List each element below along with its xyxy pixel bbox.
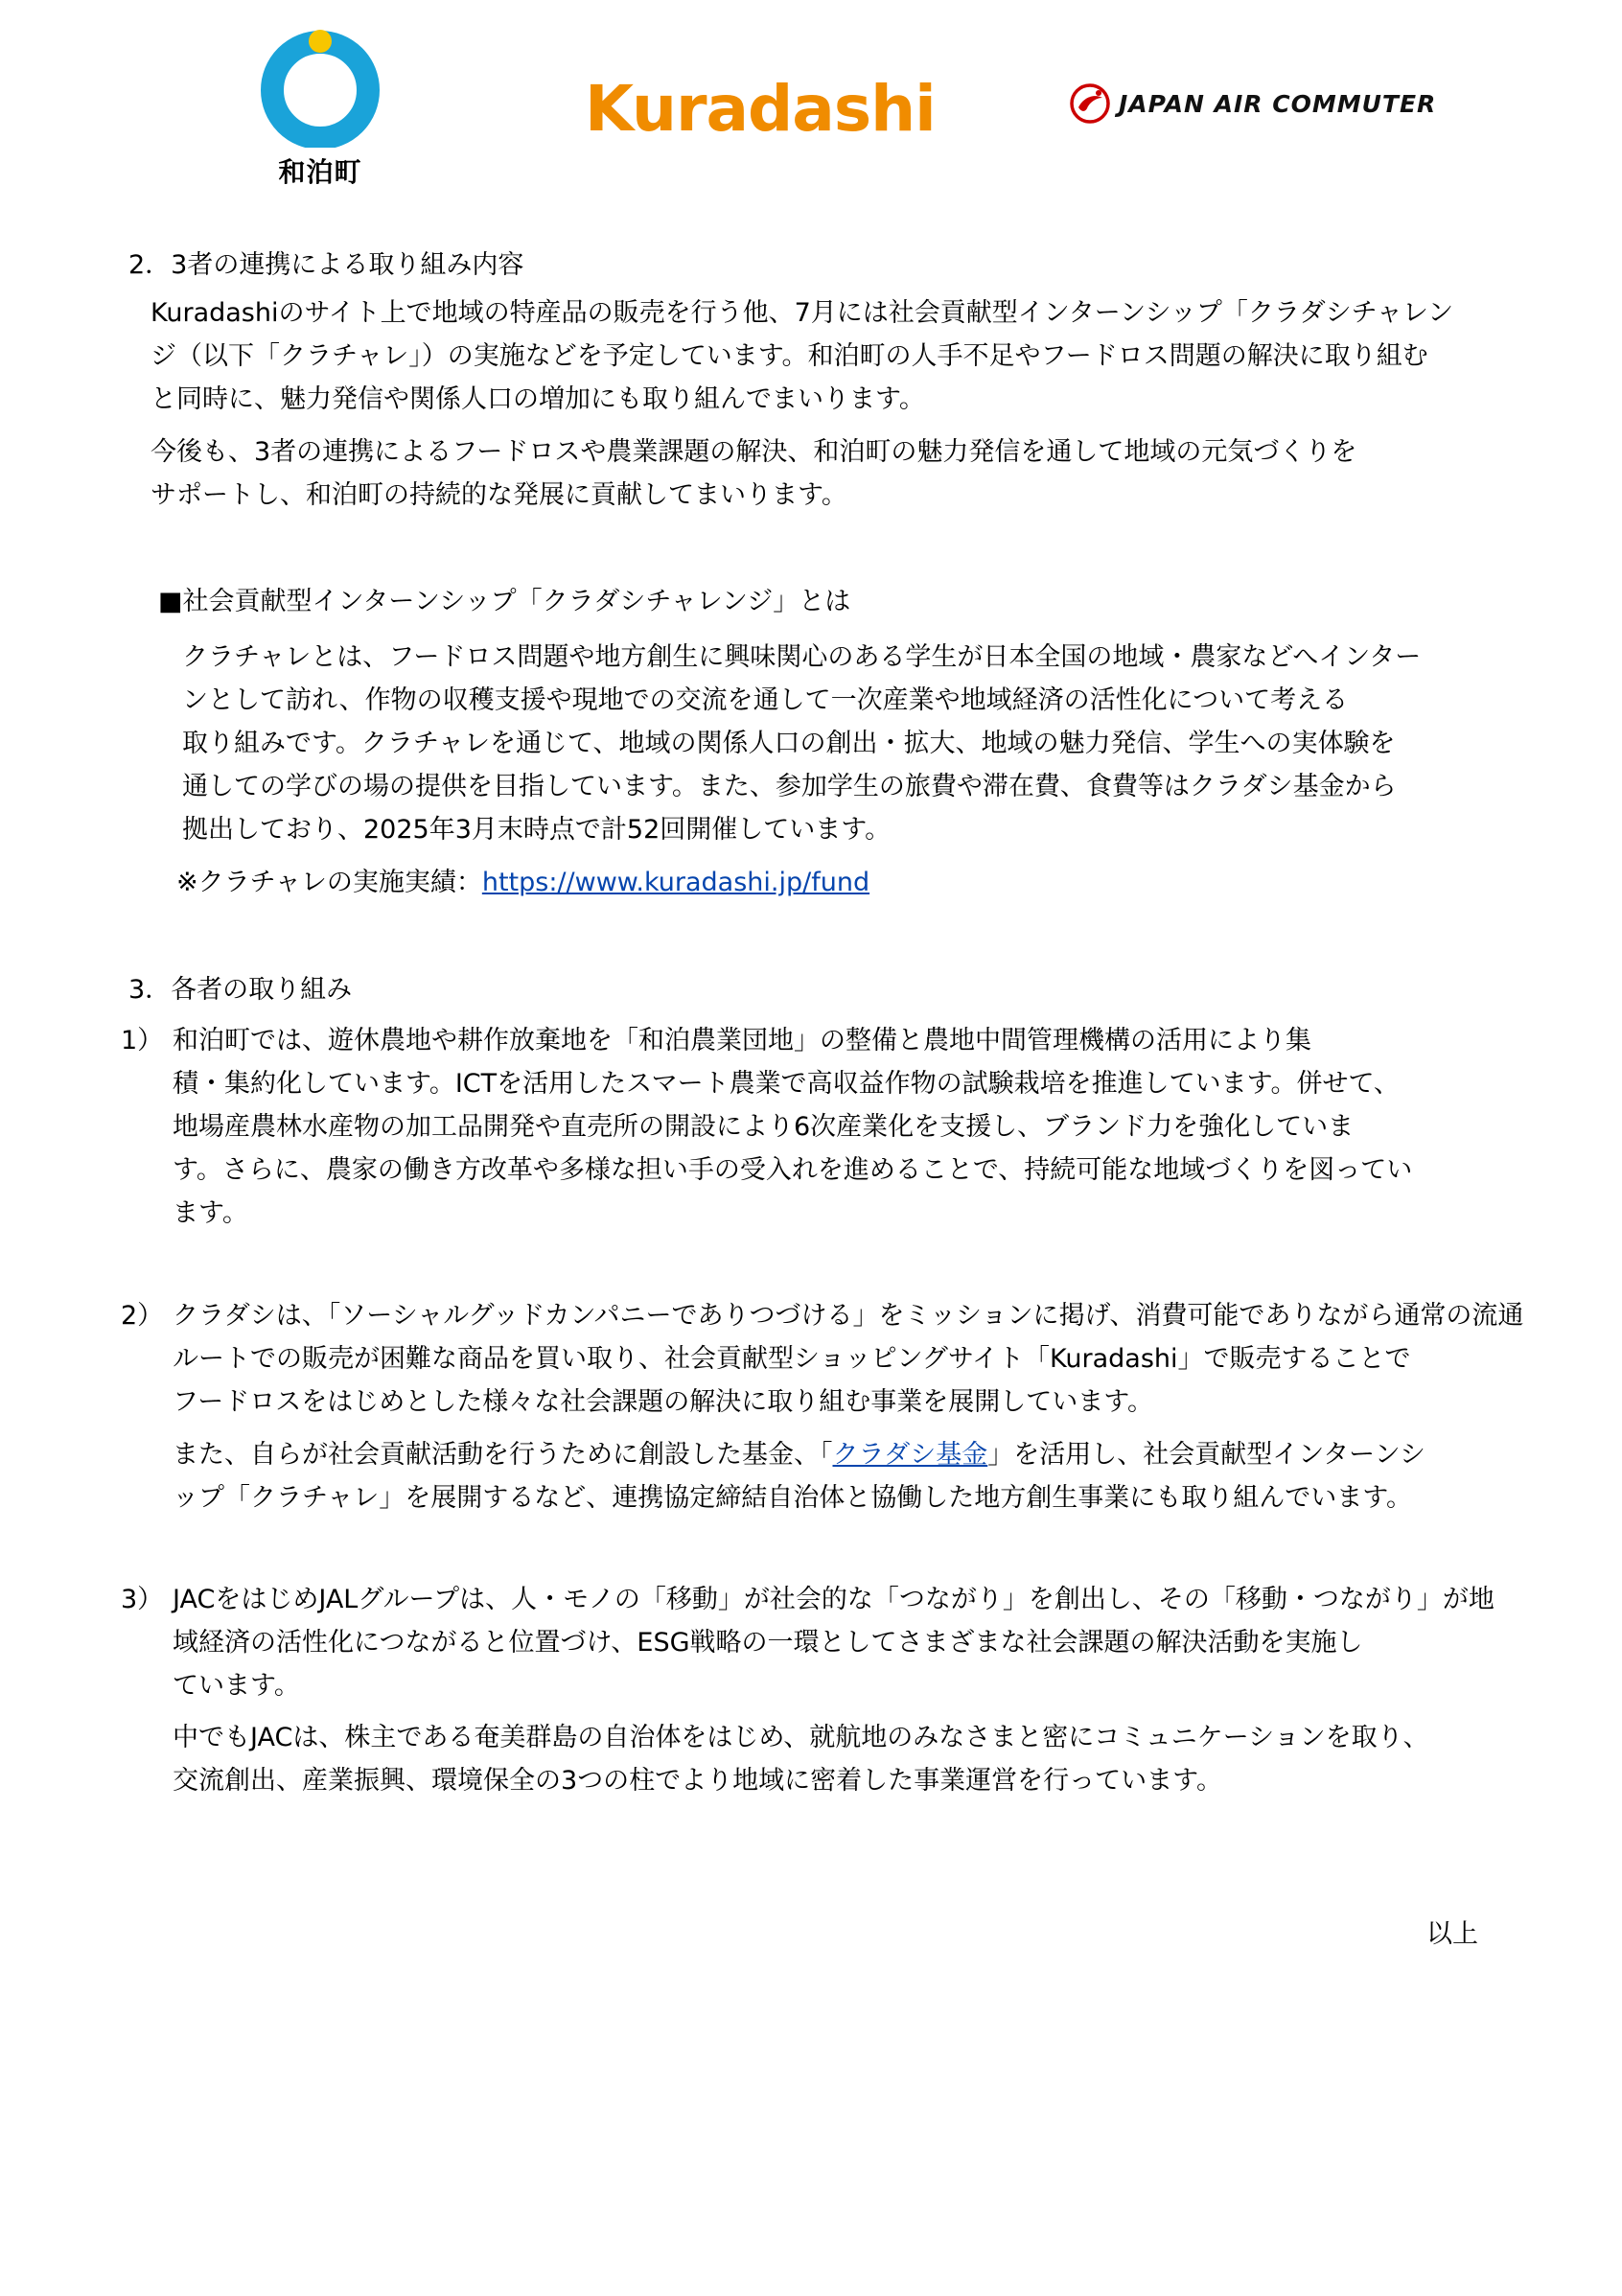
text-segment: また、自らが社会貢献活動を行うために創設した基金、「 [173, 1440, 833, 1470]
wadomari-town-name: 和泊町 [278, 156, 362, 188]
paragraph-line: 拠出しており、2025年3月末時点で計52回開催しています。 [182, 815, 892, 845]
wadomari-emblem-icon [257, 29, 383, 148]
text-segment: 」を活用し、社会貢献型インターンシ [987, 1440, 1425, 1470]
paragraph-line: ジ（以下「クラチャレ」）の実施などを予定しています。和泊町の人手不足やフードロス問題の解決に取り組む [151, 341, 1428, 371]
kuradashi-fund-link[interactable]: クラダシ基金 [832, 1440, 988, 1470]
paragraph-line: 中でもJACは、株主である奄美群島の自治体をはじめ、就航地のみなさまと密にコミュニケーションを取り、 [173, 1723, 1429, 1752]
paragraph-line: Kuradashiのサイト上で地域の特産品の販売を行う他、7月には社会貢献型インターンシップ「クラダシチャレン [151, 298, 1454, 328]
kuradashi-logo: Kuradashi [585, 72, 936, 146]
japan-air-commuter-logo [1069, 82, 1510, 130]
challenge-heading: ■社会貢献型インターンシップ「クラダシチャレンジ」とは [158, 587, 851, 616]
item-number: 1） [121, 1026, 164, 1055]
paragraph-line: ます。 [173, 1198, 248, 1228]
kuradashi-initiatives [173, 1294, 1523, 1424]
paragraph-line: 積・集約化しています。ICTを活用したスマート農業で高収益作物の試験栽培を推進しています。併せて、 [173, 1069, 1400, 1099]
challenge-note-label: ※クラチャレの実施実績： [176, 868, 482, 897]
paragraph-line: サポートし、和泊町の持続的な発展に貢献してまいります。 [151, 480, 847, 510]
paragraph-line: 地場産農林水産物の加工品開発や直売所の開設により6次産業化を支援し、ブランド力を強化していま [173, 1112, 1355, 1142]
section3-heading: 3．各者の取り組み [128, 975, 353, 1005]
paragraph-line: クラダシは、「ソーシャルグッドカンパニーでありつづける」をミッションに掲げ、消費可能でありながら通常の流通 [173, 1301, 1524, 1331]
section2-paragraph-1 [151, 291, 1453, 421]
paragraph-line: 交流創出、産業振興、環境保全の3つの柱でより地域に密着した事業運営を行っています。 [173, 1766, 1223, 1796]
paragraph-line: ンとして訪れ、作物の収穫支援や現地での交流を通して一次産業や地域経済の活性化について考える [182, 685, 1349, 715]
wadomari-town-logo [257, 29, 383, 192]
jac-initiatives [173, 1578, 1495, 1707]
jac-community-paragraph [173, 1716, 1429, 1802]
challenge-results-note [176, 861, 869, 905]
paragraph-line: 域経済の活性化につながると位置づけ、ESG戦略の一環としてさまざまな社会課題の解決活動を実施し [173, 1628, 1363, 1658]
paragraph-line: JACをはじめJALグループは、人・モノの「移動」が社会的な「つながり」を創出し、その「移動・つながり」が地 [173, 1585, 1495, 1614]
jal-crane-icon [1069, 82, 1111, 125]
paragraph-line: 通しての学びの場の提供を目指しています。また、参加学生の旅費や滞在費、食費等はクラダシ基金から [182, 772, 1397, 801]
paragraph-line: す。さらに、農家の働き方改革や多様な担い手の受入れを進めることで、持続可能な地域づくりを図ってい [173, 1155, 1413, 1185]
closing-mark: 以上 [1426, 1919, 1478, 1949]
paragraph-line [173, 1433, 1425, 1476]
item-number: 2） [121, 1301, 164, 1331]
paragraph-line: ています。 [173, 1671, 300, 1701]
paragraph-line: クラチャレとは、フードロス問題や地方創生に興味関心のある学生が日本全国の地域・農家などへインター [182, 642, 1422, 672]
paragraph-line: 今後も、3者の連携によるフードロスや農業課題の解決、和泊町の魅力発信を通して地域の元気づくりを [151, 437, 1357, 467]
japan-air-commuter-wordmark: JAPAN AIR COMMUTER [1119, 90, 1437, 118]
item-number: 3） [121, 1585, 164, 1614]
paragraph-line: フードロスをはじめとした様々な社会課題の解決に取り組む事業を展開しています。 [173, 1387, 1154, 1417]
section2-paragraph-2 [151, 430, 1356, 517]
section2-heading: 2．3者の連携による取り組み内容 [128, 250, 524, 280]
paragraph-line: 取り組みです。クラチャレを通じて、地域の関係人口の創出・拡大、地域の魅力発信、学生への実体験を [182, 729, 1396, 758]
kuradashi-fund-url-link[interactable]: https://www.kuradashi.jp/fund [481, 868, 870, 897]
paragraph-line: ルートでの販売が困難な商品を買い取り、社会貢献型ショッピングサイト「Kuradashi」で販売することで [173, 1344, 1411, 1374]
challenge-description [182, 636, 1421, 851]
paragraph-line: 和泊町では、遊休農地や耕作放棄地を「和泊農業団地」の整備と農地中間管理機構の活用により集 [173, 1026, 1311, 1055]
wadomari-initiatives [173, 1019, 1412, 1235]
paragraph-line: ップ「クラチャレ」を展開するなど、連携協定締結自治体と協働した地方創生事業にも取り組んでいます。 [173, 1483, 1413, 1513]
kuradashi-fund-paragraph [173, 1433, 1425, 1519]
paragraph-line: と同時に、魅力発信や関係人口の増加にも取り組んでまいります。 [151, 384, 925, 414]
